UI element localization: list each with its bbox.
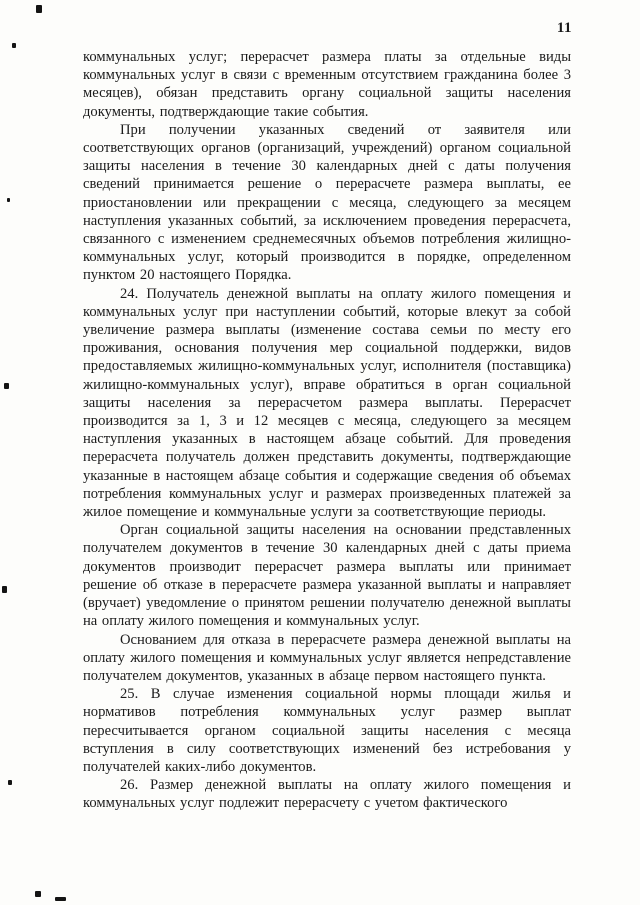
scan-artifact — [8, 780, 12, 785]
scan-artifact — [12, 43, 16, 48]
paragraph-continuation: коммунальных услуг; перерасчет размера платы за отдельные виды коммунальных услуг в связи с временным отсутствием гражданина более 3 месяцев), обязан представить органу социальной защиты населения документы, подтверждающие такие события. — [83, 49, 571, 120]
paragraph: Основанием для отказа в перерасчете размера денежной выплаты на оплату жилого помещения и коммунальных услуг является непредставление получателем документов, указанных в абзаце первом настоящего пункта. — [83, 631, 571, 684]
scan-artifact — [7, 198, 10, 202]
scan-artifact — [36, 5, 42, 13]
scan-artifact — [2, 586, 7, 593]
page-number: 11 — [556, 20, 572, 36]
scan-artifact — [35, 891, 41, 897]
paragraph-point-26: 26. Размер денежной выплаты на оплату жилого помещения и коммунальных услуг подлежит перерасчету с учетом фактического — [83, 777, 571, 812]
paragraph: При получении указанных сведений от заявителя или соответствующих органов (организаций, учреждений) органом социальной защиты населения в течение 30 календарных дней с даты получения сведений принимается решение о перерасчете размера выплаты, ее приостановлении или прекращении с месяца, следующего за месяцем наступления указанных событий, за исключением проведения перерасчета, связанного с изменением среднемесячных объемов потребления жилищно-коммунальных услуг, который производится в порядке, определенном пунктом 20 настоящего Порядка. — [83, 121, 571, 284]
paragraph: Орган социальной защиты населения на основании представленных получателем документов в течение 30 календарных дней с даты приема документов производит перерасчет размера выплаты или принимает решение об отказе в перерасчете размера указанной выплаты и направляет (вручает) уведомление о принятом решении получателю денежной выплаты на оплату жилого помещения и коммунальных услуг. — [83, 522, 571, 630]
scan-artifact — [4, 383, 9, 389]
paragraph-point-25: 25. В случае изменения социальной нормы площади жилья и нормативов потребления коммунальных услуг размер выплат пересчитывается органом социальной защиты населения с месяца вступления в силу соответствующих изменений без истребования у получателей каких-либо документов. — [83, 686, 571, 775]
paragraph-point-24: 24. Получатель денежной выплаты на оплату жилого помещения и коммунальных услуг при наступлении событий, которые влекут за собой увеличение размера выплаты (изменение состава семьи по месту его проживания, основания получения мер социальной поддержки, видов предоставляемых жилищно-коммунальных услуг, исполнителя (поставщика) жилищно-коммунальных услуг), вправе обратиться в орган социальной защиты населения за перерасчетом размера выплаты. Перерасчет производится за 1, 3 и 12 месяцев с месяца, следующего за месяцем наступления указанных в настоящем абзаце событий. Для проведения перерасчета получатель должен представить документы, подтверждающие указанные в настоящем абзаце события и содержащие сведения об объемах потребления коммунальных услуг и размерах произведенных платежей за жилое помещение и коммунальные услуги за соответствующие периоды. — [83, 285, 571, 521]
scan-artifact — [55, 897, 66, 901]
document-body — [83, 48, 571, 813]
